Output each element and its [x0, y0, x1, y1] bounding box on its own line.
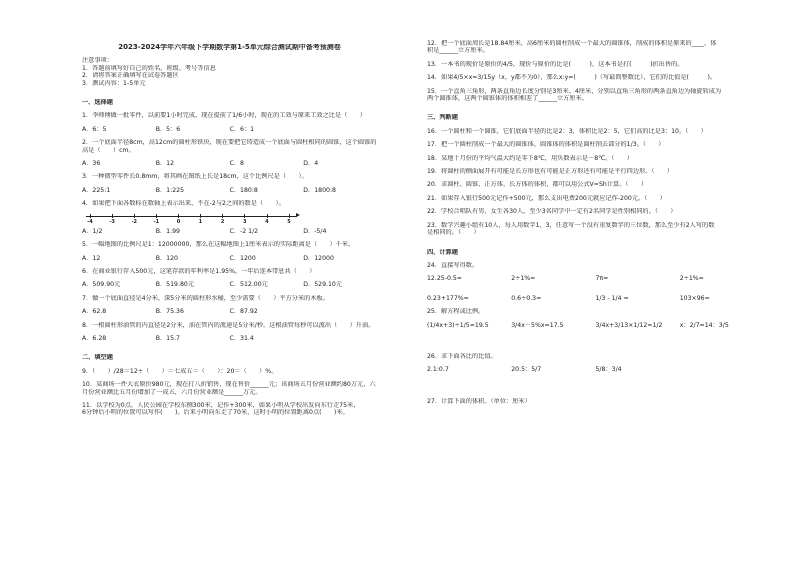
question-12-cont: 积是______立方厘米。 [427, 47, 489, 55]
question-21: 21．如果存入银行500元记作+500元，那么支出电费200元就应记作-200元。（ ） [427, 194, 666, 202]
option: C．87.92 [229, 308, 258, 316]
option: C．-2 1/2 [229, 227, 259, 235]
option: A．6：5 [82, 125, 107, 133]
note-1: 1．答题前填写好自己的姓名、班级、考号等信息 [82, 64, 216, 72]
calc-item: 12.25-0.5= [427, 275, 462, 283]
tick-label: -2 [131, 218, 137, 225]
option: A．6.28 [82, 334, 107, 342]
section-judge: 三、判断题 [427, 114, 458, 122]
ratio: 5/8：3/4 [595, 366, 622, 374]
question-4-options [82, 228, 377, 235]
calc-row-1 [427, 275, 764, 282]
option: A．1/2 [82, 227, 103, 235]
question-3: 3．一种微型零件长0.8mm，将其画在图纸上长是18cm，这个比例尺是（ ）。 [82, 173, 308, 181]
option: B．75.36 [155, 308, 184, 316]
option: A．225:1 [82, 186, 111, 194]
question-27: 27．计算下面的体积。（单位：厘米） [427, 397, 531, 405]
section-calc: 四、计算题 [427, 248, 458, 256]
note-2: 2．请将答案正确填写在试卷答题区 [82, 72, 179, 80]
question-19: 19．将圆柱的侧面展开有可能是长方形也有可能是正方形还有可能是平行四边形。（ ） [427, 168, 674, 176]
option: B．15.7 [155, 334, 180, 342]
tick-label: 4 [265, 218, 269, 225]
option: C．8 [229, 160, 244, 168]
calc-item: 7π= [595, 275, 609, 283]
note-3: 3．测试内容：1-5单元 [82, 79, 146, 87]
option: C．31.4 [229, 334, 254, 342]
question-10: 10．某商场一件大衣原价980元，现在打八折销售，现在售价______元；该商场五月份营业额约80万元，六 [82, 381, 376, 389]
arrow-right-icon [296, 213, 300, 217]
question-26: 26．求下面各比的比值。 [427, 352, 497, 360]
question-7: 7．做一个底面直径是4分米，深5分米的圆柱形水桶，至少需要（ ）平方分米的木板。 [82, 294, 329, 302]
question-10-cont: 月份营业额比五月份增加了一成五，六月份营业额是______万元。 [82, 388, 262, 396]
option: C．180:8 [229, 186, 258, 194]
question-6: 6．在商业银行存入500元，这笔存款的年利率是1.95%，一年后连本带息共（ ） [82, 267, 316, 275]
question-9: 9．（ ）/28＝12÷（ ）＝七成五＝（ ）：20＝（ ）%。 [82, 367, 278, 375]
question-11-cont: 6分钟后小明的位置可以写作( )。后来小明向东走了70米，这时小明的位置距离0点( )米。 [82, 409, 349, 417]
ratio: 2.1:0.7 [427, 366, 449, 374]
tick-label: 5 [287, 218, 291, 225]
question-1: 1．李师傅做一批零件，以前要1小时完成，现在提前了1/6小时，现在的工效与原来工效之比是（ ） [82, 112, 366, 120]
question-24: 24．直接写得数。 [427, 261, 479, 269]
question-12: 12．把一个底面周长是18.84厘米，高6厘米的圆柱削成一个最大的圆锥体，削成的体积是原来的____，体 [427, 40, 717, 47]
option: C．512.00元 [229, 281, 268, 289]
tick-label: -3 [109, 218, 115, 225]
option: D．4 [303, 160, 319, 168]
option: D．12000 [303, 254, 334, 262]
question-2-options [82, 160, 377, 167]
question-6-options [82, 281, 377, 288]
question-17: 17．把一个圆柱削成一个最大的圆锥体，圆锥体的体积是圆柱削去部分的1/3。（ ） [427, 141, 665, 149]
calc-item: 103×96= [679, 294, 710, 302]
question-14: 14．如果4/5×x=3/15y（x，y都不为0），那么x:y=( )（写最简整数比），它们的比值是( )。 [427, 74, 717, 82]
section-choice: 一、选择题 [82, 99, 113, 107]
option: D．529.10元 [303, 281, 343, 289]
tick-label: 3 [243, 218, 247, 225]
equation: 3/4x－5%x=17.5 [511, 321, 564, 329]
paper-title: 2023-2024学年六年级下学期数学第1-5单元综合测试期中备考预测卷 [118, 44, 341, 51]
right-column [397, 0, 794, 562]
option: A．12 [82, 254, 101, 262]
equation: x：2/7=14：3/5 [679, 321, 729, 329]
equation-row [427, 322, 764, 329]
option: B．519.80元 [155, 281, 195, 289]
question-2-cont: 高是（ ）cm。 [82, 146, 135, 154]
question-8: 8．一根圆柱形油管的内直径是2分米，油在管内的流速是5分米/秒，这根油管每秒可以流出（ ）升油。 [82, 321, 375, 329]
question-15-cont: 两个圆锥体，这两个圆锥体的体积相差了______立方厘米。 [427, 95, 588, 103]
question-15: 15．一个直角三角形，两条直角边长度分别是3厘米、4厘米，分别以直角三角形的两条直角边为轴旋转成为 [427, 87, 722, 95]
question-7-options [82, 308, 377, 315]
equation: 3/4x+3/13×1/12=1/2 [595, 321, 663, 329]
question-8-options [82, 335, 377, 342]
tick-label: 2 [220, 218, 225, 225]
option: B．120 [155, 254, 178, 262]
question-23-cont: 是相同的。（ ） [427, 229, 480, 237]
question-4: 4．如果把下面各数标在数轴上表示出来，不在-2与2之间的数是（ ）。 [82, 200, 285, 208]
question-20: 20．求圆柱、圆锥、正方体、长方体的体积，都可以用公式V=Sh计算。（ ） [427, 181, 648, 189]
question-2: 2．一个底面半径8cm，高12cm的圆柱形铁块，现在要把它铸造成一个底面与圆柱相同的圆锥，这个圆锥的 [82, 139, 377, 147]
question-25: 25．解方程或比例。 [427, 308, 485, 316]
question-3-options [82, 187, 377, 194]
option: A．509.90元 [82, 281, 121, 289]
section-fill: 二、填空题 [82, 354, 113, 362]
option: B．1.99 [155, 227, 180, 235]
option: B．1:225 [155, 186, 185, 194]
option: C．6：1 [229, 125, 255, 133]
equation: (1/4x+3)÷1/5=19.5 [427, 321, 489, 329]
question-18: 18．某地十月份的平均气温大约是零下8℃，用负数表示是－8℃。（ ） [427, 154, 633, 162]
calc-item: 0.23+177%= [427, 294, 469, 302]
calc-row-2 [427, 295, 764, 302]
notes-heading: 注意事项： [82, 57, 113, 65]
question-13: 13．一本书的现价是原价的4/5，现价与原价的比是( )，这本书是打( )折出售的。 [427, 60, 684, 68]
ratio-row [427, 366, 764, 373]
tick-label: 0 [176, 218, 181, 225]
option: B．5：6 [155, 125, 181, 133]
question-23: 23．数学兴趣小组有10人，每人用数字1、3，任意写一个没有重复数字的三位数，那么至少有2人写的数 [427, 221, 715, 229]
option: A．62.8 [82, 308, 107, 316]
tick-label: -1 [153, 218, 160, 225]
question-1-options [82, 126, 377, 133]
option: D．-5/4 [303, 227, 327, 235]
option: D．1800:8 [303, 186, 336, 194]
question-16: 16．一个圆柱和一个圆锥，它们底面半径的比是2：3，体积比是2：5，它们高的比是3：10。（ ） [427, 127, 707, 135]
question-22: 22．学校合唱队有男、女生各30人，至少3名同学中一定有2名同学是性别相同的。（ ） [427, 208, 677, 216]
tick-label: -4 [87, 218, 93, 225]
option: A．36 [82, 160, 101, 168]
number-line [82, 210, 377, 226]
tick-label: 1 [198, 218, 203, 225]
calc-item: 1/3 - 1/4 = [595, 294, 629, 302]
question-5: 5．一幅地图的比例尺是1：12000000，那么在这幅地图上1厘米表示的实际距离是（ ）千米。 [82, 241, 355, 249]
option: B．12 [155, 160, 175, 168]
calc-item: 2÷1%= [679, 275, 704, 283]
calc-item: 2÷1%= [511, 275, 536, 283]
calc-item: 0.6÷0.3= [511, 294, 542, 302]
question-5-options [82, 255, 377, 262]
question-11: 11．以学校为0点，人民公园在学校东侧300米，记作+300米，如果小明从学校出发向东行走75米， [82, 401, 360, 409]
ratio: 20.5：5/7 [511, 366, 542, 374]
option: C．1200 [229, 254, 256, 262]
